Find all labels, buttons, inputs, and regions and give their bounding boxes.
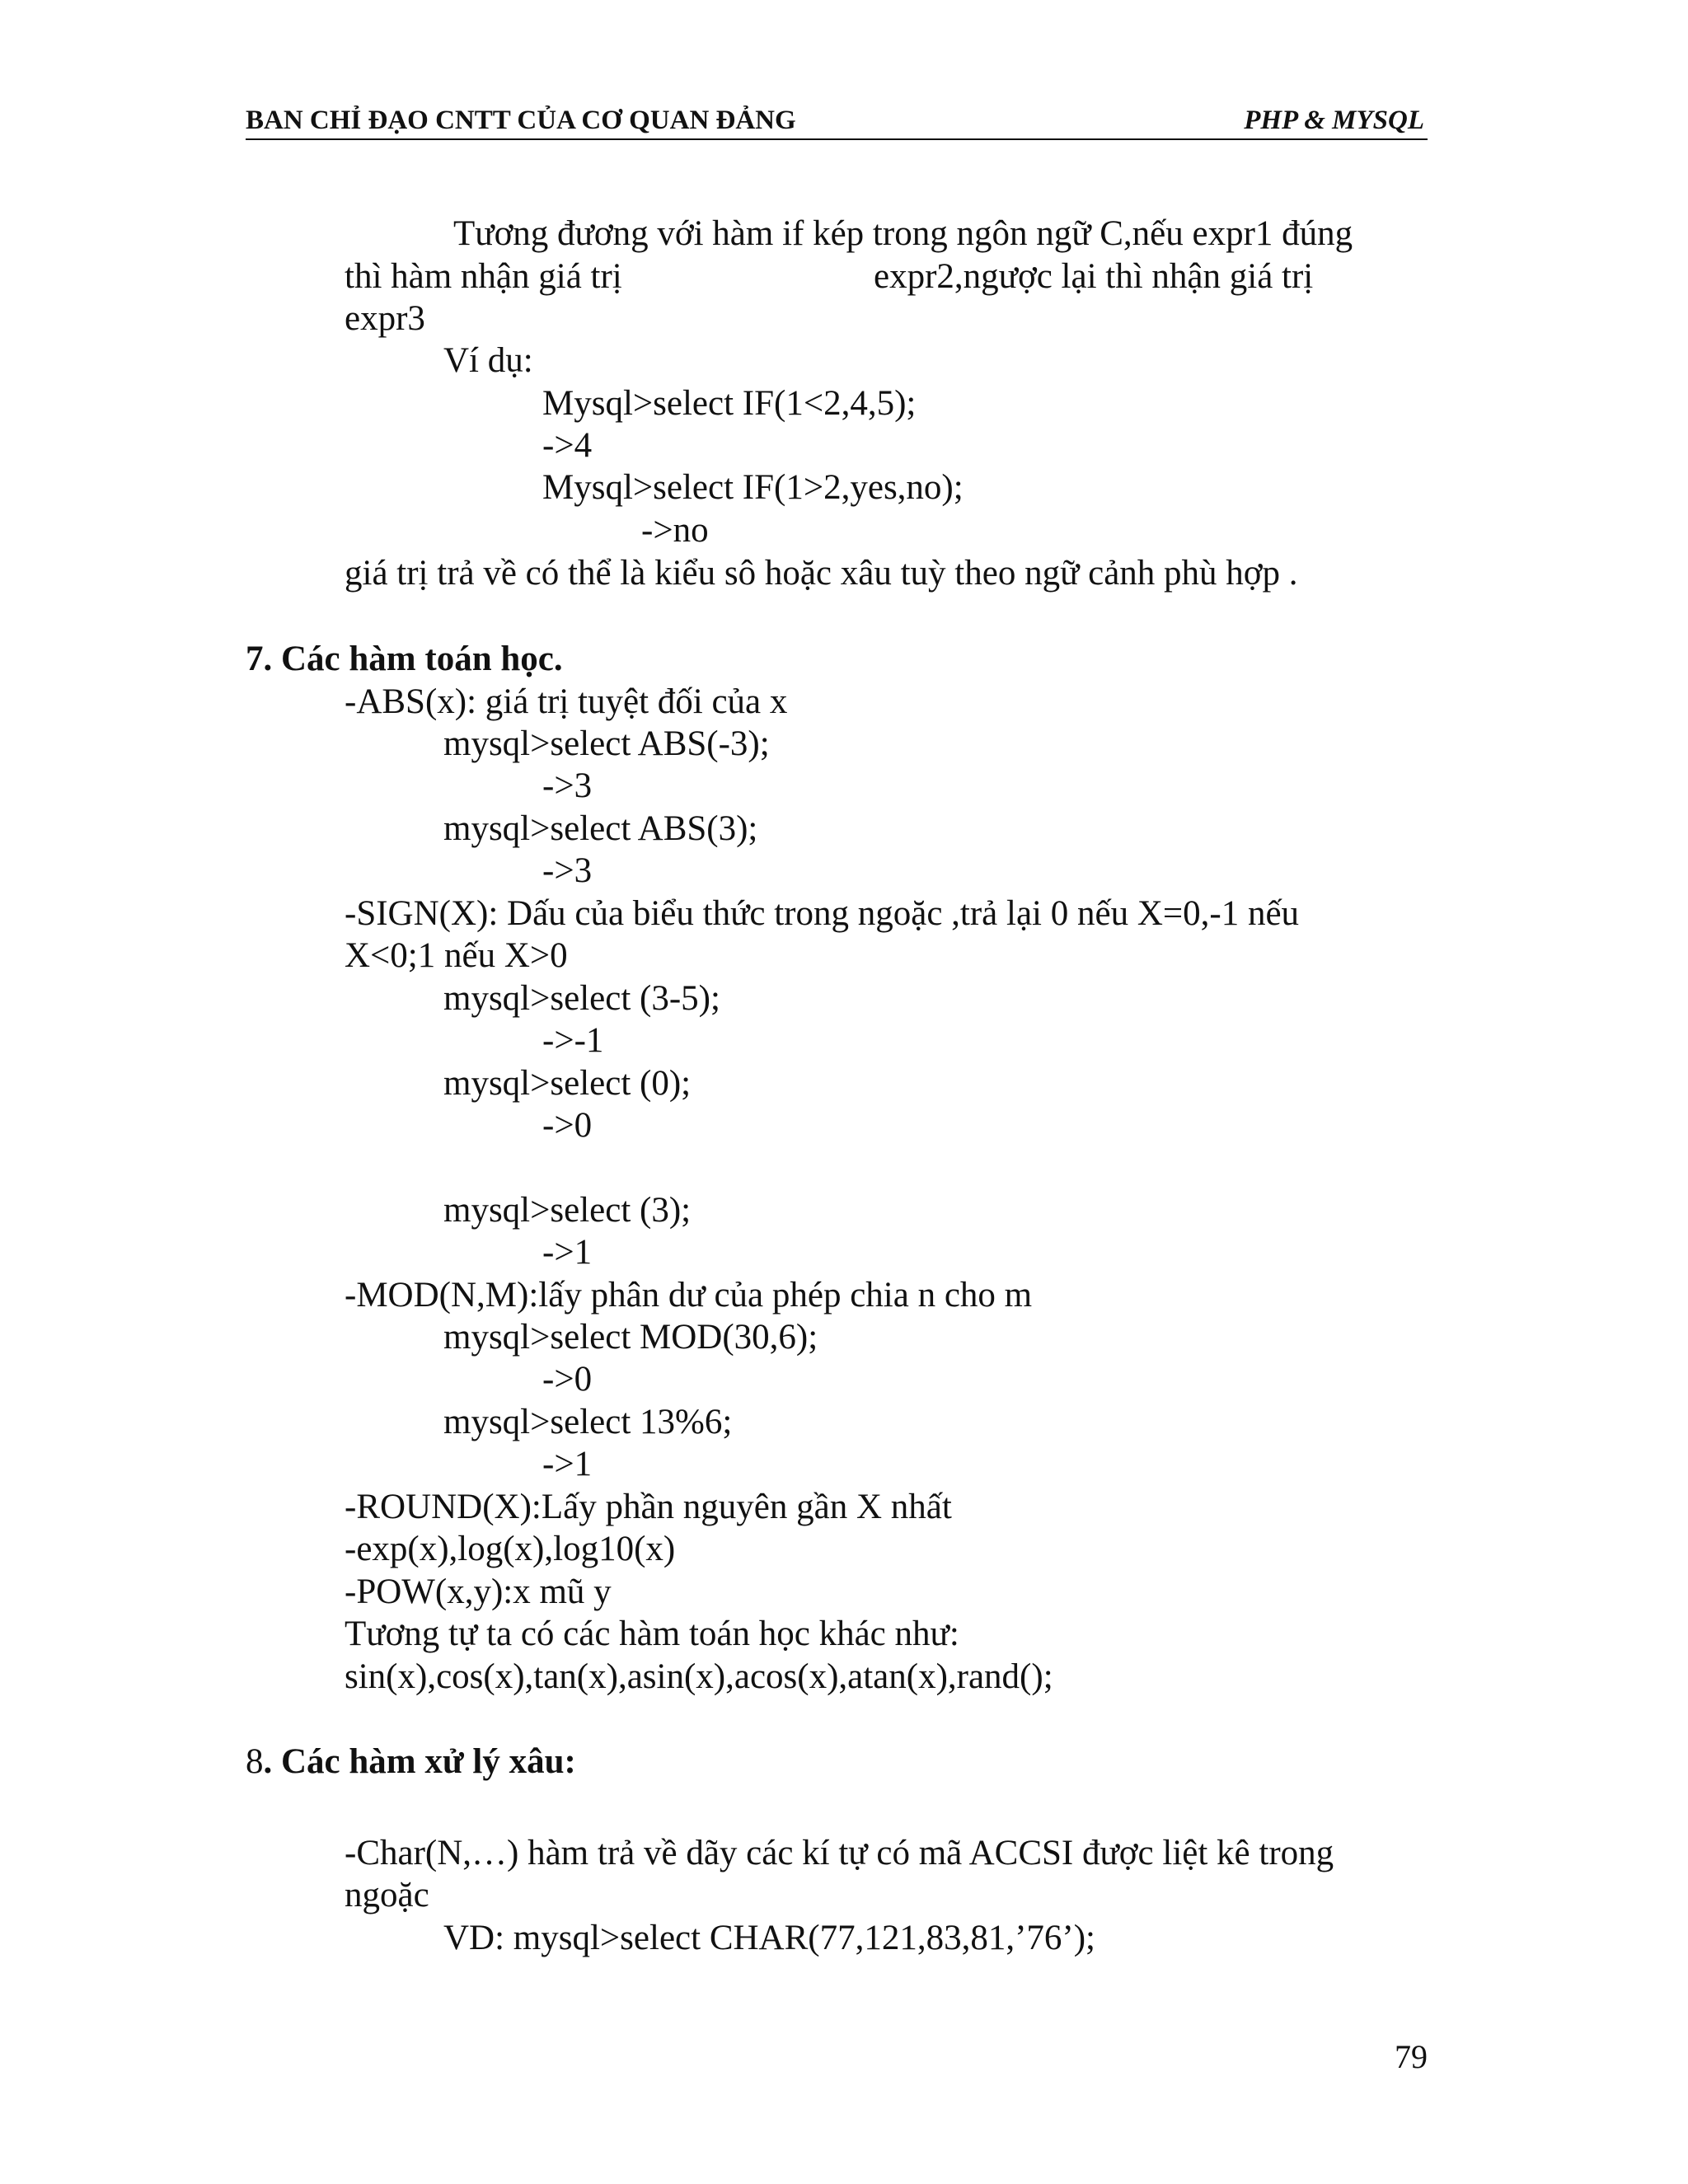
header-left-title: BAN CHỈ ĐẠO CNTT CỦA CƠ QUAN ĐẢNG xyxy=(246,105,796,135)
if-description-line-1: Tương đương với hàm if kép trong ngôn ngữ C,nếu expr1 đúng xyxy=(453,214,1353,253)
sign-example-2-result: ->0 xyxy=(542,1106,593,1145)
mod-example-1-result: ->0 xyxy=(542,1360,593,1399)
abs-description: -ABS(x): giá trị tuyệt đối của x xyxy=(345,682,788,721)
if-example-1-result: ->4 xyxy=(542,426,593,465)
sign-example-2: mysql>select (0); xyxy=(443,1064,692,1103)
section-7-title: 7. Các hàm toán học. xyxy=(246,640,563,678)
if-example-2-result: ->no xyxy=(641,511,709,550)
section-8-number: 8 xyxy=(246,1742,264,1781)
round-description: -ROUND(X):Lấy phần nguyên gần X nhất xyxy=(345,1488,952,1526)
header-right-title: PHP & MYSQL xyxy=(1244,105,1424,135)
abs-example-2-result: ->3 xyxy=(542,851,593,890)
mod-description: -MOD(N,M):lấy phân dư của phép chia n cho m xyxy=(345,1276,1033,1315)
char-description-line-2: ngoặc xyxy=(345,1876,429,1915)
section-8-title-text: . Các hàm xử lý xâu: xyxy=(263,1742,576,1781)
if-description-line-2b: expr2,ngược lại thì nhận giá trị xyxy=(874,257,1314,296)
if-return-note: giá trị trả về có thể là kiểu sô hoặc xâu tuỳ theo ngữ cảnh phù hợp . xyxy=(345,554,1298,593)
abs-example-2: mysql>select ABS(3); xyxy=(443,809,758,848)
mod-example-1: mysql>select MOD(30,6); xyxy=(443,1318,818,1357)
page-number: 79 xyxy=(1395,2038,1428,2075)
sign-description-line-1: -SIGN(X): Dấu của biểu thức trong ngoặc ,trả lại 0 nếu X=0,-1 nếu xyxy=(345,894,1300,933)
if-example-1: Mysql>select IF(1<2,4,5); xyxy=(542,384,917,423)
if-description-line-3: expr3 xyxy=(345,299,425,338)
mod-example-2: mysql>select 13%6; xyxy=(443,1403,733,1441)
char-example: VD: mysql>select CHAR(77,121,83,81,’76’); xyxy=(443,1919,1096,1957)
char-description-line-1: -Char(N,…) hàm trả về dãy các kí tự có mã ACCSI được liệt kê trong xyxy=(345,1834,1334,1872)
trig-functions-list: sin(x),cos(x),tan(x),asin(x),acos(x),atan(x),rand(); xyxy=(345,1657,1053,1696)
similar-functions-intro: Tương tự ta có các hàm toán học khác như: xyxy=(345,1615,959,1653)
if-example-2: Mysql>select IF(1>2,yes,no); xyxy=(542,468,964,507)
section-8-title xyxy=(246,1741,576,1783)
abs-example-1: mysql>select ABS(-3); xyxy=(443,724,770,763)
example-label: Ví dụ: xyxy=(443,341,533,380)
sign-example-3-result: ->1 xyxy=(542,1233,593,1272)
sign-example-1: mysql>select (3-5); xyxy=(443,979,720,1018)
sign-example-1-result: ->-1 xyxy=(542,1021,604,1060)
pow-description: -POW(x,y):x mũ y xyxy=(345,1572,612,1611)
abs-example-1-result: ->3 xyxy=(542,766,593,805)
sign-description-line-2: X<0;1 nếu X>0 xyxy=(345,936,568,975)
mod-example-2-result: ->1 xyxy=(542,1445,593,1483)
sign-example-3: mysql>select (3); xyxy=(443,1191,692,1230)
if-description-line-2a: thì hàm nhận giá trị xyxy=(345,257,622,296)
exp-log-description: -exp(x),log(x),log10(x) xyxy=(345,1530,676,1568)
header-divider xyxy=(246,138,1428,140)
